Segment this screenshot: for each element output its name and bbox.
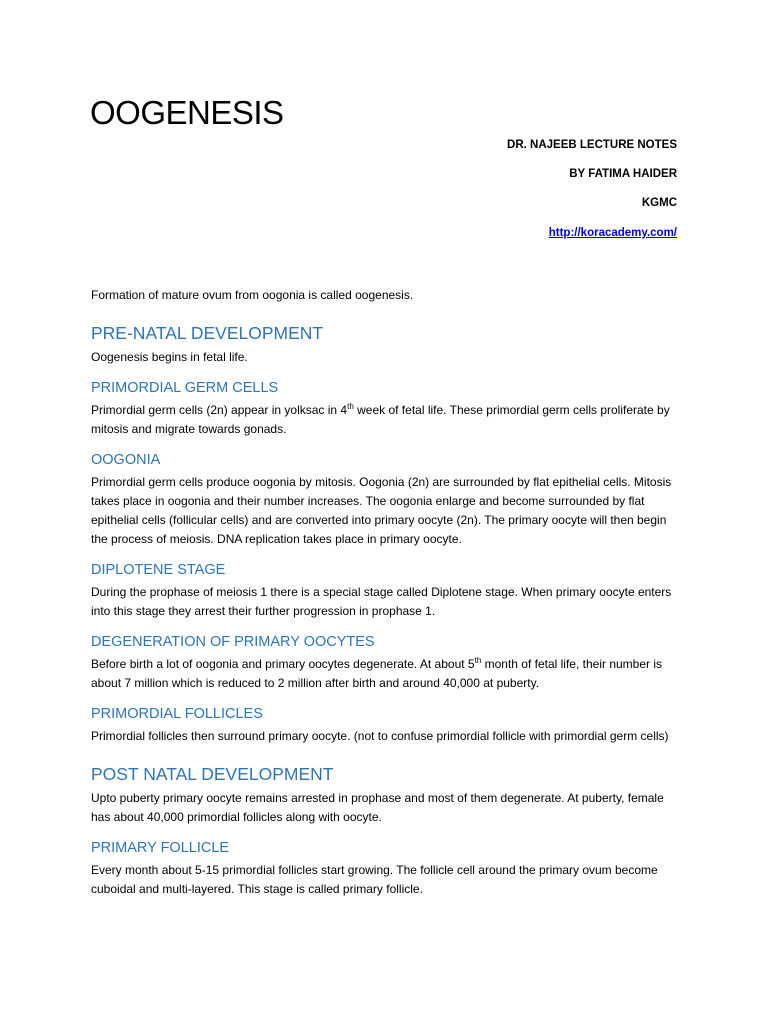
heading-primordial-follicles: PRIMORDIAL FOLLICLES: [91, 706, 263, 722]
prenatal-paragraph: Oogenesis begins in fetal life.: [91, 350, 248, 364]
heading-degeneration: DEGENERATION OF PRIMARY OOCYTES: [91, 634, 375, 650]
heading-primordial-germ-cells: PRIMORDIAL GERM CELLS: [91, 380, 279, 396]
heading-postnatal-development: POST NATAL DEVELOPMENT: [91, 764, 334, 784]
germ-cells-paragraph: [91, 401, 681, 439]
heading-prenatal-development: PRE-NATAL DEVELOPMENT: [91, 323, 324, 343]
postnatal-paragraph: Upto puberty primary oocyte remains arrested in prophase and most of them degenerate. At puberty, female has about 40,000 primordial follicles along with oocyte.: [91, 791, 664, 824]
intro-paragraph: Formation of mature ovum from oogonia is called oogenesis.: [91, 288, 414, 302]
degeneration-text-part1: Before birth a lot of oogonia and primary oocytes degenerate. At about 5: [91, 657, 475, 671]
lecture-credit: DR. NAJEEB LECTURE NOTES: [507, 139, 677, 151]
germ-cells-text-part1: Primordial germ cells (2n) appear in yolksac in 4: [91, 403, 348, 417]
document-body: [91, 286, 681, 899]
institution-label: KGMC: [641, 197, 677, 209]
heading-primary-follicle: PRIMARY FOLLICLE: [91, 840, 230, 856]
author-credit: BY FATIMA HAIDER: [569, 168, 677, 180]
heading-diplotene-stage: DIPLOTENE STAGE: [91, 562, 226, 578]
germ-cells-text-part2: week of fetal life. These primordial germ cells proliferate by mitosis and migrate towards gonads.: [91, 403, 670, 436]
primary-follicle-paragraph: Every month about 5-15 primordial follicles start growing. The follicle cell around the primary ovum become cuboidal and multi-layered. This stage is called primary follicle.: [91, 863, 658, 896]
website-link[interactable]: http://koracademy.com/: [548, 227, 677, 239]
germ-cells-ordinal: th: [347, 402, 354, 411]
diplotene-paragraph: During the prophase of meiosis 1 there is a special stage called Diplotene stage. When primary oocyte enters into this stage they arrest their further progression in prophase 1.: [91, 585, 672, 618]
degeneration-paragraph: [91, 655, 681, 693]
document-title: OOGENESIS: [90, 94, 284, 131]
degeneration-text-part2: month of fetal life, their number is about 7 million which is reduced to 2 million after birth and around 40,000 at puberty.: [91, 657, 663, 690]
heading-oogonia: OOGONIA: [91, 452, 161, 468]
degeneration-ordinal: th: [474, 656, 482, 665]
follicles-paragraph: Primordial follicles then surround primary oocyte. (not to confuse primordial follicle with primordial germ cells): [91, 729, 669, 743]
oogonia-paragraph: Primordial germ cells produce oogonia by mitosis. Oogonia (2n) are surrounded by flat epithelial cells. Mitosis takes place in oogonia and their number increases. The oogonia enlarge and become surrounded by flat epithelial cells (follicular cells) and are converted into primary oocyte (2n). The primary oocyte will then begin the process of meiosis. DNA replication takes place in primary oocyte.: [91, 475, 672, 546]
